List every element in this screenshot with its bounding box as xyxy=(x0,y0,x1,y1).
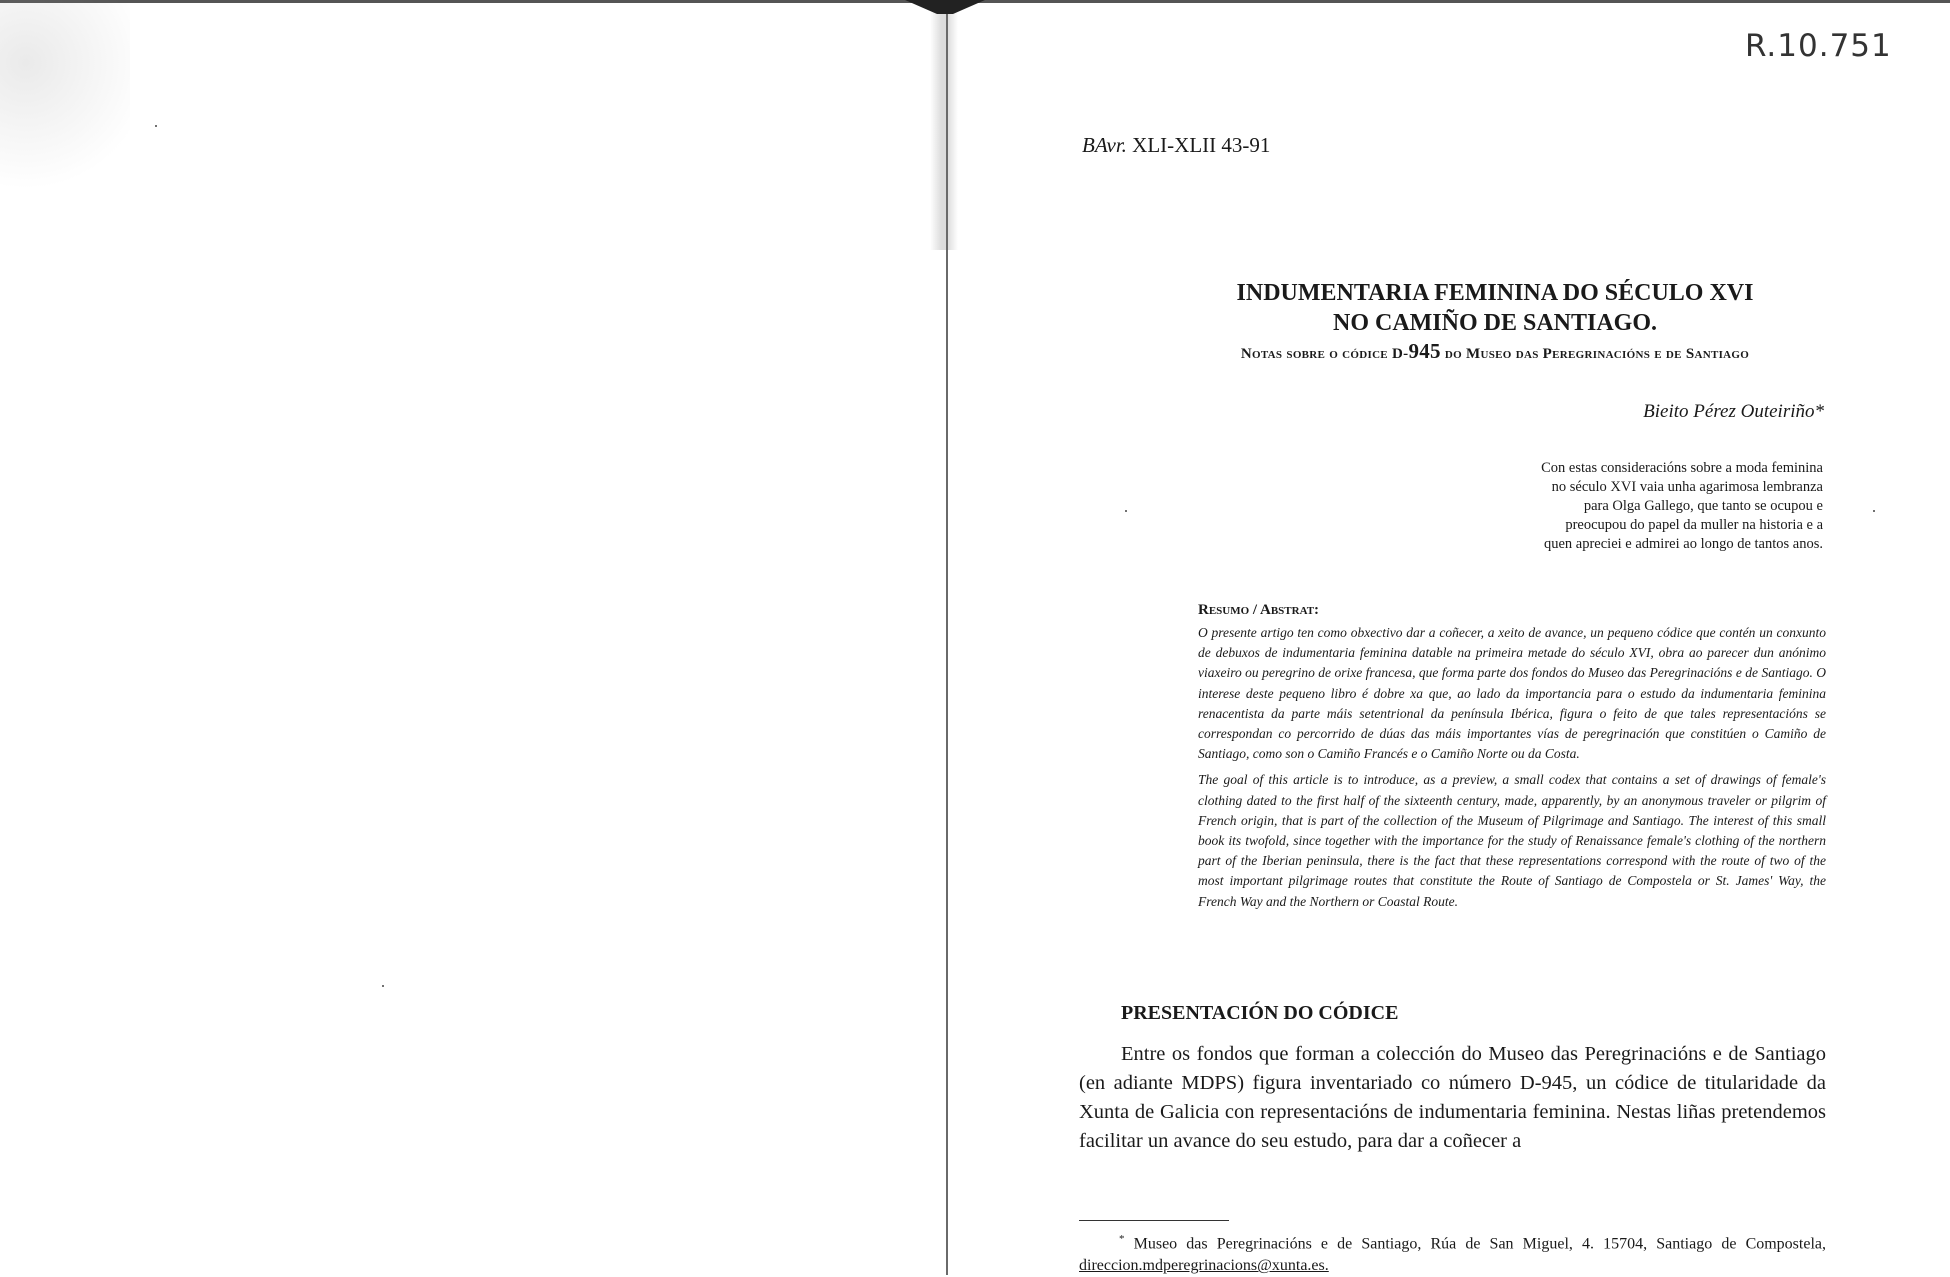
scan-speck xyxy=(1873,510,1875,512)
book-spine-line xyxy=(946,0,948,1275)
scan-speck xyxy=(382,985,384,987)
dedication-line: no século XVI vaia unha agarimosa lembranza xyxy=(1551,479,1823,495)
subtitle-pre: Notas sobre o códice D- xyxy=(1240,346,1409,362)
abstract-heading: Resumo / Abstrat: xyxy=(1198,602,1320,618)
footnote-rule xyxy=(1079,1220,1229,1221)
body-paragraph: Entre os fondos que forman a colección do Museo das Peregrinacións e de Santiago (en adiante MDPS) figura inventariado co número D-945, un códice de titularidade da Xunta de Galicia con representacións de indumentaria feminina. Nestas liñas pretendemos facilitar un avance do seu estudo, para dar a coñecer a xyxy=(1079,1043,1826,1152)
journal-abbreviation: BAvr. xyxy=(1082,133,1127,157)
dedication xyxy=(1403,459,1823,554)
journal-reference xyxy=(1082,133,1270,158)
left-page xyxy=(0,0,945,1275)
subtitle-number: 945 xyxy=(1408,339,1441,363)
dedication-line: preocupou do papel da muller na historia e a xyxy=(1565,517,1823,533)
footnote-email-link[interactable]: direccion.mdperegrinacions@xunta.es. xyxy=(1079,1257,1329,1275)
article-subtitle xyxy=(1082,339,1908,364)
abstract-english: The goal of this article is to introduce, as a preview, a small codex that contains a set of drawings of female's clothing dated to the first half of the sixteenth century, made, apparently, by an anonymous traveler or pilgrim of French origin, that is part of the collection of the Museum of Pilgrimage and Santiago. The interest of this small book its twofold, since together with the importance for the study of Renaissance female's clothing of the northern part of the Iberian peninsula, there is the fact that these representations correspond with the route of two of the most important pilgrimage routes that constitute the Route of Santiago de Compostela or St. James' Way, the French Way and the Northern or Coastal Route. xyxy=(1198,772,1826,909)
abstract-block xyxy=(1198,602,1826,918)
archive-stamp: R.10.751 xyxy=(1745,28,1892,64)
footnote-text: Museo das Peregrinacións e de Santiago, Rúa de San Miguel, 4. 15704, Santiago de Compostela, xyxy=(1124,1235,1826,1253)
article-title xyxy=(1082,278,1908,338)
scan-speck xyxy=(155,125,157,127)
title-line-2: NO CAMIÑO DE SANTIAGO. xyxy=(1332,310,1658,336)
section-heading: PRESENTACIÓN DO CÓDICE xyxy=(1121,1002,1399,1024)
footnote xyxy=(1079,1228,1826,1277)
author-name: Bieito Pérez Outeiriño* xyxy=(1643,401,1824,422)
dedication-line: Con estas consideracións sobre a moda feminina xyxy=(1541,460,1823,476)
footnote-mark: * xyxy=(1119,1233,1125,1245)
dedication-line: quen apreciei e admirei ao longo de tantos anos. xyxy=(1543,536,1823,552)
scan-speck xyxy=(1125,510,1127,512)
abstract-galician: O presente artigo ten como obxectivo dar a coñecer, a xeito de avance, un pequeno códice que contén un conxunto de debuxos de indumentaria feminina datable na primeira metade do século XVI, obra ao parecer dun anónimo viaxeiro ou peregrino de orixe francesa, que forma parte dos fondos do Museo das Peregrinacións e de Santiago. O interese deste pequeno libro é dobre xa que, ao lado da importancia para o estudo da indumentaria feminina renacentista da parte máis setentrional da península Ibérica, figura o feito de que tales representacións se correspondan co percorrido de dúas das máis importantes vías de peregrinación que constitúen o Camiño de Santiago, como son o Camiño Francés e o Camiño Norte ou da Costa. xyxy=(1198,625,1826,762)
title-line-1: INDUMENTARIA FEMININA DO SÉCULO XVI xyxy=(1236,280,1754,306)
book-spine-shadow xyxy=(930,0,958,250)
subtitle-post: do Museo das Peregrinacións e de Santiago xyxy=(1440,346,1750,362)
scan-edge-noise xyxy=(0,0,130,210)
journal-volume-pages: XLI-XLII 43-91 xyxy=(1132,133,1271,157)
dedication-line: para Olga Gallego, que tanto se ocupou e xyxy=(1583,498,1823,514)
